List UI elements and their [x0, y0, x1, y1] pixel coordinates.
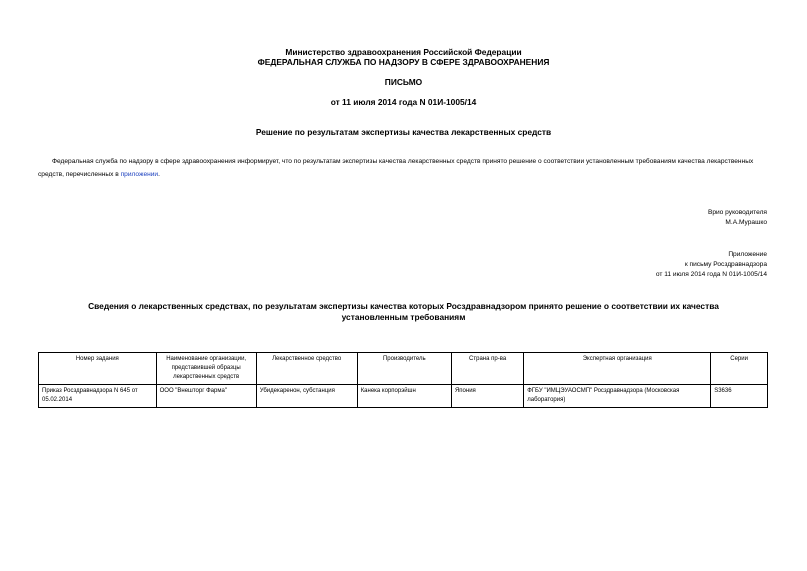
col-header-medicine: Лекарственное средство: [256, 353, 357, 385]
col-header-organization: Наименование организации, представившей образцы лекарственных средств: [156, 353, 256, 385]
cell-task-number: Приказ Росздравнадзора N 645 от 05.02.2014: [39, 385, 157, 408]
table-row: [39, 385, 768, 408]
table-header-row: [39, 353, 768, 385]
signature-name: М.А.Мурашко: [725, 219, 767, 226]
doc-type: ПИСЬМО: [384, 77, 423, 87]
service-title: ФЕДЕРАЛЬНАЯ СЛУЖБА ПО НАДЗОРУ В СФЕРЕ ЗДРАВООХРАНЕНИЯ: [257, 57, 550, 67]
letter-body: [38, 155, 776, 181]
signature-position: Врио руководителя: [707, 209, 767, 216]
cell-organization: ООО "Внешторг Фарма": [156, 385, 256, 408]
col-header-expert-org: Экспертная организация: [524, 353, 711, 385]
cell-country: Япония: [451, 385, 523, 408]
col-header-country: Страна пр-ва: [451, 353, 523, 385]
col-header-task-number: Номер задания: [39, 353, 157, 385]
appendix-ref: к письму Росздравнадзора: [684, 261, 767, 268]
col-header-series: Серии: [711, 353, 768, 385]
appendix-date-number: от 11 июля 2014 года N 01И-1005/14: [655, 271, 767, 278]
doc-date-number: от 11 июля 2014 года N 01И-1005/14: [330, 97, 477, 107]
signature-block: [708, 208, 767, 228]
appendix-link[interactable]: приложении: [120, 171, 159, 178]
medicines-table: [38, 352, 768, 408]
body-text-end: .: [158, 171, 160, 178]
cell-series: S3636: [711, 385, 768, 408]
cell-expert-org: ФГБУ "ИМЦЭУАОСМП" Росздравнадзора (Московская лаборатория): [524, 385, 711, 408]
cell-manufacturer: Канека корпорэйшн: [357, 385, 451, 408]
appendix-title: Сведения о лекарственных средствах, по результатам экспертизы качества которых Росздравнадзором принято решение о соответствии их качества установленным требованиям: [88, 301, 719, 322]
appendix-label: Приложение: [728, 251, 767, 258]
doc-subject: Решение по результатам экспертизы качества лекарственных средств: [255, 127, 552, 137]
ministry-title: Министерство здравоохранения Российской Федерации: [285, 47, 522, 57]
body-text-start: Федеральная служба по надзору в сфере здравоохранения информирует, что по результатам экспертизы качества лекарственных средств принято решение о соответствии установленным требованиям качества лекарственных средств, перечисленных в: [38, 158, 754, 178]
cell-medicine: Убидекаренон, субстанция: [256, 385, 357, 408]
appendix-block: [656, 250, 767, 280]
col-header-manufacturer: Производитель: [357, 353, 451, 385]
